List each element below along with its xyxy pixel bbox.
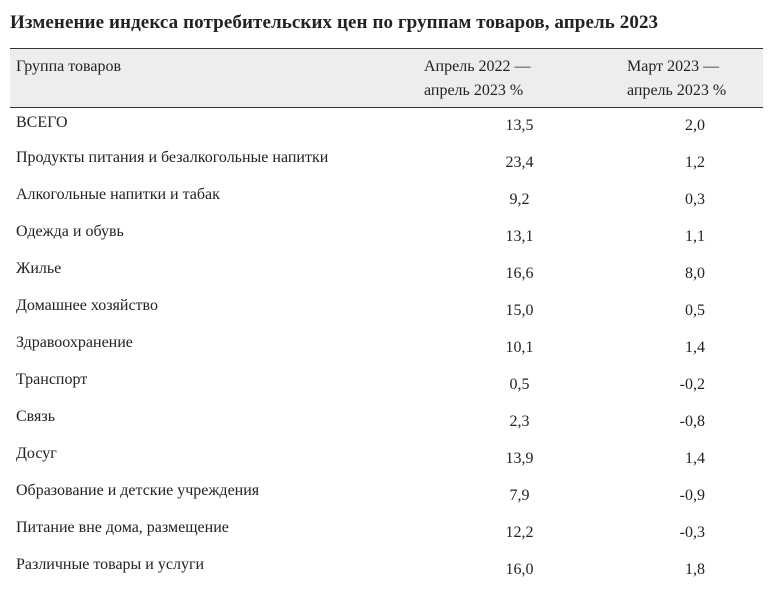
row-mom: 8,0: [621, 256, 763, 293]
row-group: Питание вне дома, размещение: [10, 515, 418, 552]
header-mom: [621, 49, 763, 108]
table-row: [10, 219, 763, 256]
cpi-table: [10, 48, 763, 589]
row-group: Алкогольные напитки и табак: [10, 182, 418, 219]
table-row: [10, 145, 763, 182]
row-group: Одежда и обувь: [10, 219, 418, 256]
table-row: [10, 108, 763, 146]
row-group: Досуг: [10, 441, 418, 478]
row-group: Связь: [10, 404, 418, 441]
row-group: Домашнее хозяйство: [10, 293, 418, 330]
row-group: Различные товары и услуги: [10, 552, 418, 589]
header-mom-line1: Март 2023 —: [627, 58, 719, 75]
row-group: Продукты питания и безалкогольные напитки: [10, 145, 418, 182]
row-group: Жилье: [10, 256, 418, 293]
header-mom-line2: апрель 2023 %: [627, 82, 726, 99]
table-row: [10, 182, 763, 219]
row-group: Образование и детские учреждения: [10, 478, 418, 515]
page-title: Изменение индекса потребительских цен по группам товаров, апрель 2023: [10, 12, 658, 34]
row-mom: 1,8: [621, 552, 763, 589]
row-yoy: 15,0: [418, 293, 621, 330]
row-group: ВСЕГО: [10, 108, 418, 146]
row-yoy: 13,1: [418, 219, 621, 256]
header-row: [10, 49, 763, 108]
row-mom: -0,2: [621, 367, 763, 404]
table-body: [10, 108, 763, 589]
row-mom: 2,0: [621, 108, 763, 146]
row-yoy: 0,5: [418, 367, 621, 404]
header-yoy-line1: Апрель 2022 —: [424, 58, 531, 75]
row-mom: 1,4: [621, 330, 763, 367]
table-header: [10, 49, 763, 108]
table-row: [10, 478, 763, 515]
row-yoy: 7,9: [418, 478, 621, 515]
row-mom: 0,3: [621, 182, 763, 219]
table-row: [10, 367, 763, 404]
table-row: [10, 256, 763, 293]
table-row: [10, 515, 763, 552]
row-yoy: 10,1: [418, 330, 621, 367]
row-mom: 0,5: [621, 293, 763, 330]
row-group: Здравоохранение: [10, 330, 418, 367]
cpi-table-container: [10, 48, 763, 589]
row-yoy: 16,6: [418, 256, 621, 293]
header-group-label: Группа товаров: [16, 58, 121, 75]
row-mom: -0,9: [621, 478, 763, 515]
row-mom: -0,8: [621, 404, 763, 441]
row-yoy: 12,2: [418, 515, 621, 552]
row-yoy: 13,9: [418, 441, 621, 478]
row-mom: 1,2: [621, 145, 763, 182]
row-yoy: 13,5: [418, 108, 621, 146]
table-row: [10, 441, 763, 478]
row-mom: -0,3: [621, 515, 763, 552]
table-row: [10, 293, 763, 330]
row-group: Транспорт: [10, 367, 418, 404]
row-yoy: 9,2: [418, 182, 621, 219]
row-yoy: 23,4: [418, 145, 621, 182]
table-row: [10, 330, 763, 367]
header-group: [10, 49, 418, 108]
header-yoy-line2: апрель 2023 %: [424, 82, 523, 99]
header-yoy: [418, 49, 621, 108]
row-yoy: 2,3: [418, 404, 621, 441]
row-mom: 1,4: [621, 441, 763, 478]
row-yoy: 16,0: [418, 552, 621, 589]
row-mom: 1,1: [621, 219, 763, 256]
table-row: [10, 404, 763, 441]
table-row: [10, 552, 763, 589]
